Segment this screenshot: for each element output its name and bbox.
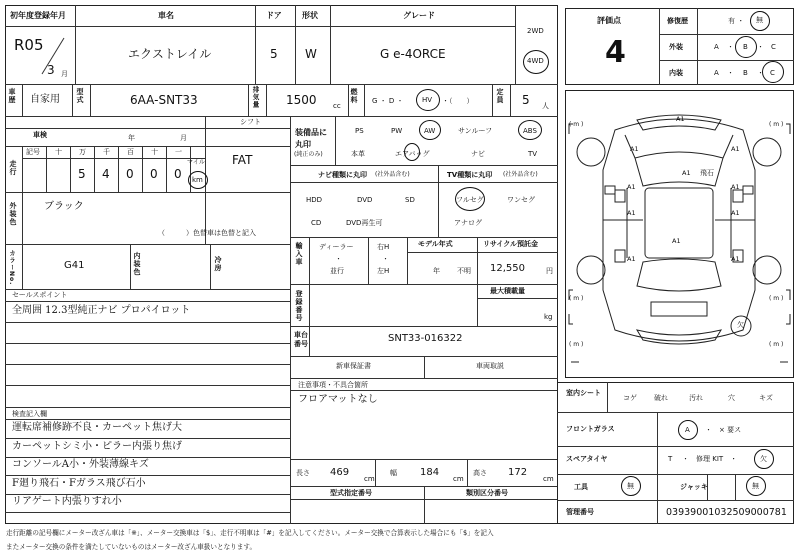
inspection-label: 車検 — [33, 131, 47, 139]
first-reg-label: 初年度登録年月 — [10, 11, 66, 20]
damage-mark: A1 — [731, 255, 740, 263]
mileage-label: 走行 — [9, 160, 17, 176]
mileage-digit-header: 十 — [55, 148, 62, 156]
damage-mark: A1 — [672, 237, 681, 245]
displacement-label: 排気量 — [251, 86, 260, 109]
car-name-label: 車名 — [158, 11, 174, 20]
tv-fullseg: フルセグ — [456, 196, 484, 204]
shift-value: FAT — [232, 153, 253, 167]
color-no-label: カラーNo. — [8, 250, 15, 286]
displacement-unit: cc — [333, 102, 341, 110]
import-left-hand: 左H — [377, 267, 390, 275]
era-year: R05 — [14, 36, 44, 54]
exterior-c: C — [771, 43, 776, 51]
footnote-line1: 走行距離の記号欄にメーター改ざん車は「※」、メーター交換車は「$」、走行不明車は「#」を記入してください。メーター交換で合算表示した場合にも「$」を記入 — [6, 529, 494, 537]
repair-label: 修復歴 — [667, 17, 688, 25]
width-unit: cm — [453, 475, 464, 483]
recycle-value: 12,550 — [490, 263, 525, 274]
exterior-b: B — [743, 43, 748, 51]
model-value: 6AA-SNT33 — [130, 93, 198, 107]
mileage-col-divider — [94, 146, 95, 192]
equip-sunroof: サンルーフ — [458, 127, 493, 135]
seat-item: 破れ — [654, 394, 668, 402]
length-unit: cm — [364, 475, 375, 483]
color-value: ブラック — [44, 201, 84, 212]
new-car-warranty: 新車保証書 — [336, 362, 371, 370]
chassis-label: 車台番号 — [294, 331, 308, 348]
length-label: 長さ — [296, 469, 310, 477]
fuel-paren: ・（ ） — [442, 97, 474, 105]
inspection-year-unit: 年 — [128, 134, 135, 142]
sales-point-label: セールスポイント — [12, 291, 68, 299]
navi-dvd: DVD — [357, 196, 373, 204]
navi-hdd: HDD — [306, 196, 323, 204]
mileage-digit-header: 百 — [127, 148, 134, 156]
type-designation-label: 型式指定番号 — [330, 489, 372, 497]
damage-mark: A1 — [731, 209, 740, 217]
navi-label: ナビ種類に丸印 — [318, 171, 367, 179]
bracket-mark: ( m ) — [769, 341, 784, 348]
mileage-digit-header: 記号 — [26, 148, 40, 156]
color-no-value: G41 — [64, 260, 85, 271]
recycle-yen: 円 — [546, 267, 553, 275]
mileage-unit: km — [192, 176, 203, 184]
fuel-options: G ・ D ・ — [372, 97, 404, 105]
equip-abs: ABS — [523, 127, 537, 135]
car-diagram — [565, 90, 794, 378]
spare-selected: 欠 — [760, 455, 767, 463]
height-unit: cm — [543, 475, 554, 483]
damage-mark: A1 — [630, 145, 639, 153]
equip-pw: PW — [391, 127, 403, 135]
mileage-col-divider — [46, 146, 47, 192]
interior-label: 内装 — [669, 69, 683, 77]
width-label: 幅 — [390, 469, 397, 477]
spare-kit: ・ 修理 KIT ・ — [682, 455, 738, 463]
use-value: 自家用 — [30, 94, 60, 105]
mileage-digit: 5 — [78, 167, 86, 181]
notes-text: フロアマットなし — [298, 394, 378, 405]
capacity-unit: 人 — [542, 102, 549, 110]
drive-4wd: 4WD — [527, 57, 544, 65]
inspector-line: F廻り飛石・Fガラス飛び石小 — [12, 477, 146, 489]
mileage-col-divider — [142, 146, 143, 192]
notes-label: 注意事項・不具合箇所 — [298, 381, 368, 389]
mile-label: マイル — [187, 159, 205, 166]
navi-sd: SD — [405, 196, 415, 204]
exterior-dot1: ・ — [727, 43, 734, 51]
mileage-digit-header: 万 — [79, 148, 86, 156]
fuel-label: 燃料 — [350, 88, 358, 104]
import-parallel: 並行 — [330, 267, 344, 275]
damage-mark: A1 — [682, 169, 691, 177]
mileage-col-divider — [70, 146, 71, 192]
capacity-label: 定員 — [496, 88, 504, 104]
height-value: 172 — [508, 467, 528, 478]
jack-label: ジャッキ — [680, 483, 708, 491]
tv-sub: (社外品含む) — [503, 171, 538, 178]
mileage-digit: 0 — [150, 167, 158, 181]
bracket-mark: ( m ) — [569, 295, 584, 302]
exterior-label: 外装 — [669, 43, 683, 51]
height-label: 高さ — [473, 469, 487, 477]
equip-tv: TV — [528, 150, 538, 158]
tv-oneseg: ワンセグ — [507, 196, 535, 204]
tools-value: 無 — [627, 482, 634, 490]
mileage-digit: 0 — [174, 167, 182, 181]
equip-leather: 本革 — [351, 150, 365, 158]
displacement-value: 1500 — [286, 93, 317, 107]
grade-label: グレード — [403, 11, 435, 20]
mileage-col-divider — [118, 146, 119, 192]
vehicle-manual: 車両取説 — [476, 362, 504, 370]
shift-label: シフト — [240, 118, 261, 126]
equip-aw: AW — [424, 127, 436, 135]
equip-ps: PS — [355, 127, 364, 135]
diagram-tobiishi: 飛石 — [700, 169, 714, 177]
bracket-mark: ( m ) — [769, 121, 784, 128]
damage-mark: A1 — [731, 145, 740, 153]
grade-value: G e-4ORCE — [380, 47, 446, 61]
color-change-note: （ ）色替車は色替と記入 — [158, 229, 256, 237]
seat-item: コゲ — [623, 394, 637, 402]
shape-value: W — [305, 47, 317, 61]
inspector-line: コンソールA小・外装薄線キズ — [12, 459, 149, 470]
seat-item: 汚れ — [689, 394, 703, 402]
inspector-rule — [5, 438, 290, 439]
equipment-label: 装備品に丸印 — [295, 128, 327, 149]
use-label: 車歴 — [8, 88, 16, 104]
seat-item: キズ — [759, 394, 773, 402]
inspector-rule — [5, 494, 290, 495]
classification-label: 類別区分番号 — [466, 489, 508, 497]
inspector-label: 検査記入欄 — [12, 410, 47, 418]
glass-rest: ・ × 要ス — [705, 426, 742, 434]
length-value: 469 — [330, 467, 350, 478]
inspector-rule — [5, 457, 290, 458]
damage-mark: A1 — [627, 183, 636, 191]
reg-month: 3 — [47, 63, 55, 77]
model-year-unknown: 不明 — [457, 267, 471, 275]
import-steer-dot: ・ — [382, 255, 389, 263]
inspector-line: リアゲート内張りすれ小 — [12, 496, 122, 507]
front-glass-label: フロントガラス — [566, 425, 615, 433]
mileage-col-divider — [166, 146, 167, 192]
import-right-hand: 右H — [377, 243, 390, 251]
equip-navi: ナビ — [471, 150, 485, 158]
bracket-mark: ( m ) — [569, 121, 584, 128]
inspector-rule — [5, 512, 290, 513]
model-label: 型式 — [76, 88, 84, 104]
tv-analog: アナログ — [454, 219, 482, 227]
jack-value: 無 — [752, 482, 759, 490]
damage-mark: A1 — [731, 183, 740, 191]
cooler-label: 冷房 — [214, 256, 222, 272]
footnote-line2: またメーター交換の条件を満たしていないものはメーター改ざん車扱いとなります。 — [6, 543, 257, 551]
reg-month-unit: 月 — [61, 70, 68, 78]
interior-color-label: 内装色 — [133, 252, 141, 276]
width-value: 184 — [420, 467, 440, 478]
mileage-digit: 0 — [126, 167, 134, 181]
navi-cd: CD — [311, 219, 322, 227]
inspector-line: 運転席補修跡不良・カーペット焦げ大 — [12, 422, 182, 433]
door-label: ドア — [266, 11, 282, 20]
import-label: 輸入車 — [295, 242, 303, 266]
tools-label: 工具 — [574, 483, 588, 491]
interior-dot1: ・ — [727, 69, 734, 77]
navi-dvd-play: DVD再生可 — [346, 219, 383, 227]
seat-label: 室内シート — [566, 389, 601, 397]
score-label: 評価点 — [597, 16, 621, 25]
recycle-label: リサイクル預託金 — [483, 240, 539, 248]
mileage-digit: 4 — [102, 167, 110, 181]
chassis-value: SNT33-016322 — [388, 333, 463, 344]
mileage-digit-header: 千 — [103, 148, 110, 156]
damage-mark: A1 — [676, 115, 685, 123]
seat-item: 穴 — [728, 394, 735, 402]
model-year-label: モデル年式 — [418, 240, 453, 248]
damage-mark: A1 — [627, 209, 636, 217]
interior-a: A — [714, 69, 719, 77]
bracket-mark: ( m ) — [569, 341, 584, 348]
repair-options: 有 ・ — [728, 17, 745, 25]
inspector-rule — [5, 475, 290, 476]
equipment-sub: (純正のみ) — [294, 151, 323, 158]
shape-label: 形状 — [302, 11, 318, 20]
import-dealer: ディーラー — [319, 243, 354, 251]
spare-tire-label: スペアタイヤ — [566, 455, 608, 463]
control-number-label: 管理番号 — [566, 508, 594, 516]
color-label: 外装色 — [9, 202, 17, 226]
fuel-selected: HV — [422, 96, 433, 104]
glass-selected: A — [685, 426, 690, 434]
mileage-digit-header: 十 — [151, 148, 158, 156]
registration-label: 登録番号 — [295, 290, 303, 322]
diagram-ketsu: 欠 — [737, 321, 744, 329]
sales-point-text: 全周囲 12.3型純正ナビ プロパイロット — [12, 305, 191, 316]
car-name: エクストレイル — [128, 47, 212, 61]
equip-airbag: エアバッグ — [395, 150, 430, 158]
spare-t: T — [668, 455, 673, 463]
damage-mark: A1 — [627, 255, 636, 263]
door-count: 5 — [270, 47, 278, 61]
control-number: 0393900103250900078​1 — [666, 507, 787, 518]
repair-selected: 無 — [756, 16, 763, 24]
score-value: 4 — [605, 35, 626, 70]
interior-dot2: ・ — [757, 69, 764, 77]
capacity-value: 5 — [522, 93, 530, 107]
inspector-line: カーペットシミ小・ピラー内張り焦げ — [12, 440, 182, 452]
drive-2wd: 2WD — [527, 27, 544, 35]
max-load-unit: kg — [544, 313, 553, 321]
tv-label: TV種類に丸印 — [447, 171, 493, 179]
inspection-month-unit: 月 — [180, 134, 187, 142]
bracket-mark: ( m ) — [769, 295, 784, 302]
exterior-dot2: ・ — [757, 43, 764, 51]
interior-c: C — [770, 69, 775, 77]
interior-b: B — [743, 69, 748, 77]
mileage-digit-header: 一 — [175, 148, 182, 156]
exterior-a: A — [714, 43, 719, 51]
model-year-unit: 年 — [433, 267, 440, 275]
import-dealer-dot: ・ — [335, 255, 342, 263]
navi-sub: (社外品含む) — [375, 171, 410, 178]
max-load-label: 最大積載量 — [490, 287, 525, 295]
